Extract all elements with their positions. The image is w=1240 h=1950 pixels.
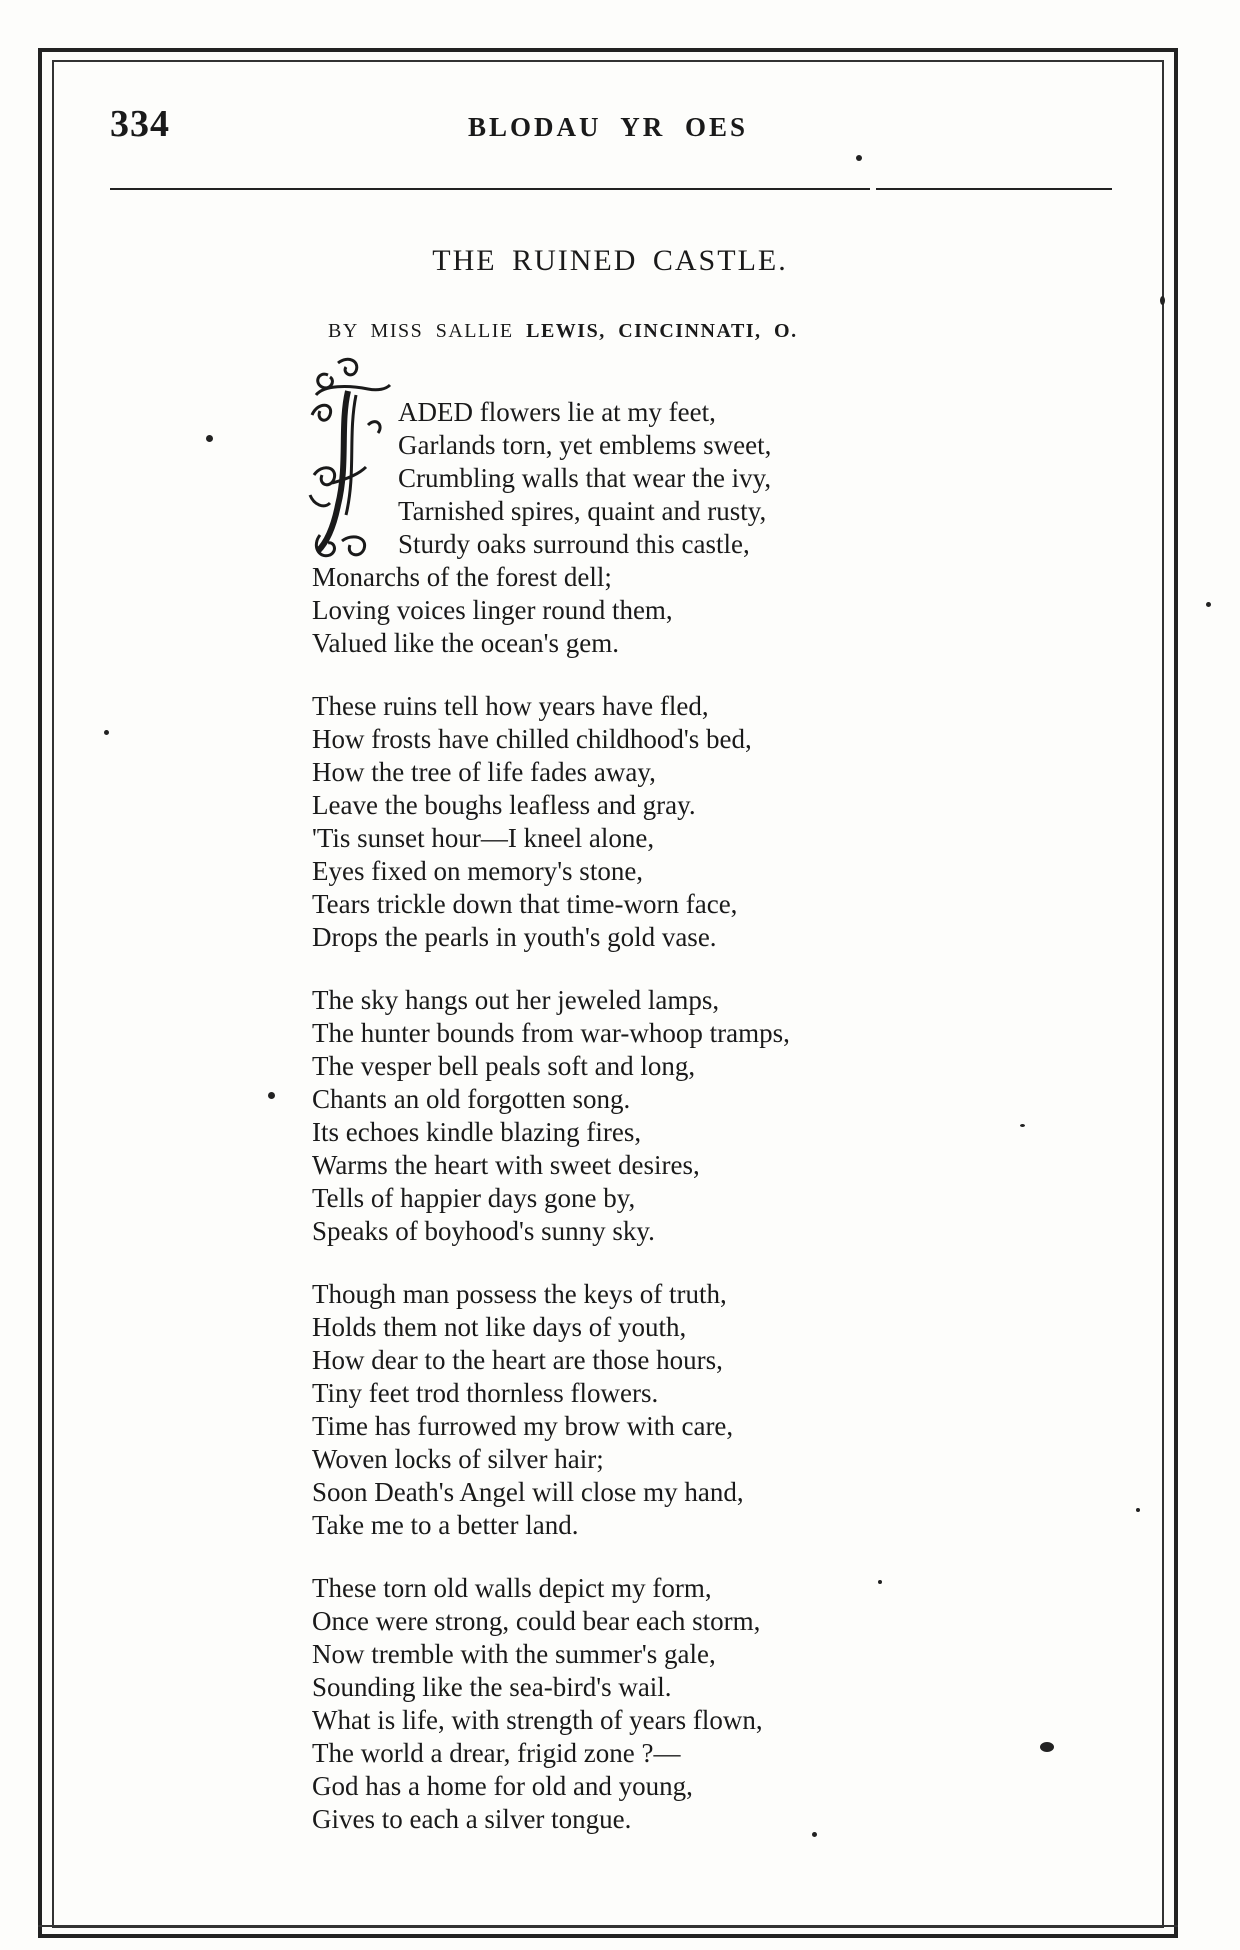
poem-line: Sounding like the sea-bird's wail. <box>312 1672 672 1702</box>
page-number: 334 <box>110 103 170 145</box>
running-head: BLODAU YR OES <box>468 112 749 142</box>
poem-line: What is life, with strength of years flown, <box>312 1705 763 1735</box>
byline-author: LEWIS, CINCINNATI, O. <box>526 320 798 342</box>
stanza-gap <box>312 1248 1132 1278</box>
poem-line: Loving voices linger round them, <box>312 595 673 625</box>
poem-line: Its echoes kindle blazing fires, <box>312 1117 642 1147</box>
poem-line-text: ADED flowers lie at my feet, <box>398 397 716 427</box>
poem-line: Eyes fixed on memory's stone, <box>312 856 644 886</box>
poem-line: Take me to a better land. <box>312 1510 579 1540</box>
speck <box>878 1580 882 1584</box>
poem-line: Drops the pearls in youth's gold vase. <box>312 922 717 952</box>
poem-line: Tiny feet trod thornless flowers. <box>312 1378 659 1408</box>
poem-line: Time has furrowed my brow with care, <box>312 1411 734 1441</box>
stanza-3 <box>312 984 1132 1248</box>
poem-line: The hunter bounds from war-whoop tramps, <box>312 1018 790 1048</box>
speck <box>104 730 109 735</box>
speck <box>1160 296 1165 305</box>
stanza-5 <box>312 1572 1132 1836</box>
poem-line: How dear to the heart are those hours, <box>312 1345 723 1375</box>
poem-line: Tells of happier days gone by, <box>312 1183 636 1213</box>
poem-line: Garlands torn, yet emblems sweet, <box>398 430 772 460</box>
speck <box>1040 1742 1054 1752</box>
byline-prefix: BY MISS SALLIE <box>328 320 514 342</box>
poem-line: Sturdy oaks surround this castle, <box>398 529 750 559</box>
speck <box>1206 602 1211 607</box>
poem-line: Once were strong, could bear each storm, <box>312 1606 761 1636</box>
poem-line: How the tree of life fades away, <box>312 757 656 787</box>
poem-line: Warms the heart with sweet desires, <box>312 1150 700 1180</box>
stanza-gap <box>312 954 1132 984</box>
poem-line: These torn old walls depict my form, <box>312 1573 712 1603</box>
poem-line: Leave the boughs leafless and gray. <box>312 790 696 820</box>
poem-line: Woven locks of silver hair; <box>312 1444 604 1474</box>
poem-line: How frosts have chilled childhood's bed, <box>312 724 752 754</box>
speck <box>1020 1124 1025 1127</box>
poem-line: Speaks of boyhood's sunny sky. <box>312 1216 655 1246</box>
stanza-2 <box>312 690 1132 954</box>
stanza-gap <box>312 1542 1132 1572</box>
poem-line: Now tremble with the summer's gale, <box>312 1639 716 1669</box>
stanza-4 <box>312 1278 1132 1542</box>
poem-line: Chants an old forgotten song. <box>312 1084 631 1114</box>
header-rule <box>110 188 870 190</box>
poem-line: Though man possess the keys of truth, <box>312 1279 727 1309</box>
stanza-1 <box>312 396 1132 660</box>
poem-title: THE RUINED CASTLE. <box>432 244 788 277</box>
poem-line: Valued like the ocean's gem. <box>312 628 620 658</box>
poem-line: Holds them not like days of youth, <box>312 1312 687 1342</box>
poem-line: The vesper bell peals soft and long, <box>312 1051 696 1081</box>
poem-line: Tears trickle down that time-worn face, <box>312 889 738 919</box>
header-rule-right <box>876 188 1112 190</box>
speck <box>1136 1508 1140 1512</box>
stanza-gap <box>312 660 1132 690</box>
speck <box>268 1092 275 1099</box>
poem-line: Tarnished spires, quaint and rusty, <box>398 496 767 526</box>
poem-line: Gives to each a silver tongue. <box>312 1804 632 1834</box>
poem-line: God has a home for old and young, <box>312 1771 693 1801</box>
poem-line: 'Tis sunset hour—I kneel alone, <box>312 823 655 853</box>
poem-body <box>312 396 1132 1836</box>
speck <box>812 1832 817 1837</box>
speck <box>856 155 862 161</box>
poem-line <box>312 396 1132 429</box>
poem-line: Monarchs of the forest dell; <box>312 562 612 592</box>
poem-line: Crumbling walls that wear the ivy, <box>398 463 772 493</box>
poem-line: Soon Death's Angel will close my hand, <box>312 1477 744 1507</box>
poem-byline <box>328 320 798 343</box>
poem-line: The world a drear, frigid zone ?— <box>312 1738 681 1768</box>
speck <box>206 435 213 442</box>
page-border-bottom <box>38 1925 1178 1927</box>
poem-line: These ruins tell how years have fled, <box>312 691 709 721</box>
poem-line: The sky hangs out her jeweled lamps, <box>312 985 720 1015</box>
